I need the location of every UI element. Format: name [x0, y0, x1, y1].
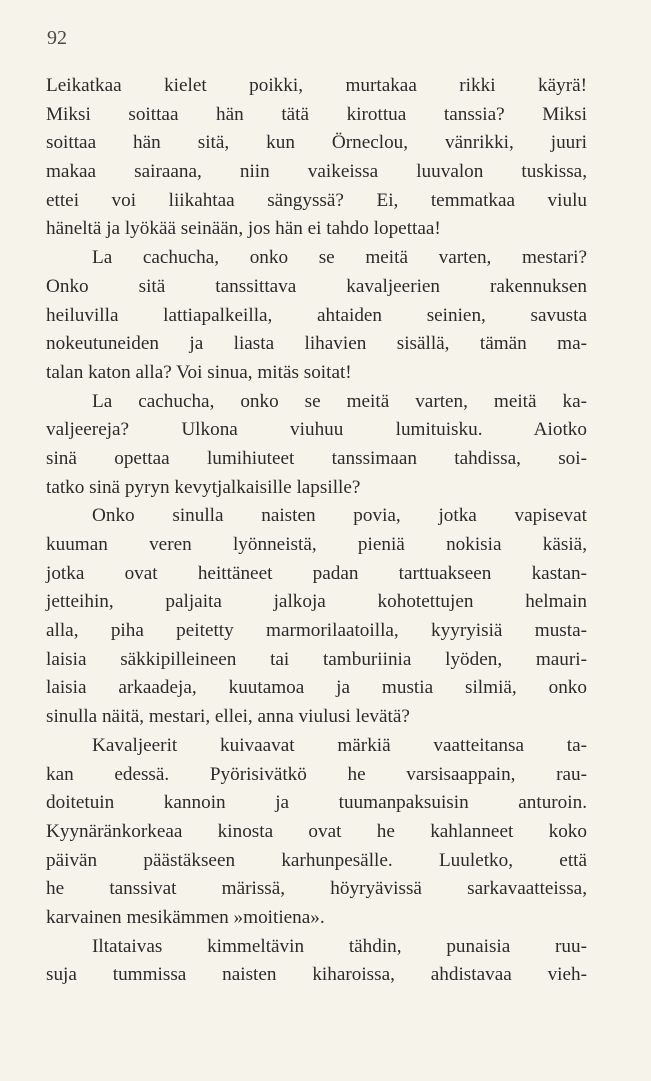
text-line: kuuman veren lyönneistä, pieniä nokisia käsiä, [46, 534, 587, 555]
text-line: alla, piha peitetty marmorilaatoilla, kyyryisiä musta- [46, 620, 587, 642]
text-line: tatko sinä pyryn kevytjalkaisille lapsille? [46, 476, 361, 498]
text-line: heiluvilla lattiapalkeilla, ahtaiden seinien, savusta [46, 304, 587, 326]
text-line: soittaa hän sitä, kun Örneclou, vänrikki, juuri [46, 132, 587, 154]
text-line: kan edessä. Pyörisivätkö he varsisaappain, rau- [46, 763, 587, 785]
text-line: suja tummissa naisten kiharoissa, ahdistavaa vieh- [46, 964, 587, 986]
text-line: ettei voi liikahtaa sängyssä? Ei, temmatkaa viulu [46, 189, 587, 211]
text-line: päivän päästäkseen karhunpesälle. Luuletko, että [46, 849, 587, 871]
text-line: doitetuin kannoin ja tuumanpaksuisin anturoin. [46, 792, 587, 814]
text-line: Kavaljeerit kuivaavat märkiä vaatteitansa ta- [92, 734, 587, 756]
text-line: Leikatkaa kielet poikki, murtakaa rikki käyrä! [46, 75, 587, 96]
text-line: Kyynäränkorkeaa kinosta ovat he kahlanneet koko [46, 820, 587, 842]
text-line: Onko sitä tanssittava kavaljeerien rakennuksen [46, 275, 587, 297]
text-line: talan katon alla? Voi sinua, mitäs soitat! [46, 361, 352, 383]
text-line: jotka ovat heittäneet padan tarttuakseen kastan- [46, 562, 587, 584]
text-line: makaa sairaana, niin vaikeissa luuvalon tuskissa, [46, 161, 587, 183]
text-line: häneltä ja lyökää seinään, jos hän ei tahdo lopettaa! [46, 218, 441, 240]
text-line: valjeereja? Ulkona viuhuu lumituisku. Aiotko [46, 419, 587, 441]
text-line: Iltataivas kimmeltävin tähdin, punaisia ruu- [92, 935, 587, 957]
text-line: sinulla näitä, mestari, ellei, anna viulusi levätä? [46, 706, 410, 728]
text-line: sinä opettaa lumihiuteet tanssimaan tahdissa, soi- [46, 447, 587, 469]
text-line: Onko sinulla naisten povia, jotka vapisevat [92, 505, 587, 527]
text-line: laisia arkaadeja, kuutamoa ja mustia silmiä, onko [46, 677, 587, 699]
text-line: nokeutuneiden ja liasta lihavien sisällä, tämän ma- [46, 333, 587, 355]
page-number: 92 [47, 27, 67, 49]
text-line: jetteihin, paljaita jalkoja kohotettujen helmain [46, 591, 587, 613]
text-line: karvainen mesikämmen »moitiena». [46, 906, 325, 928]
text-line: he tanssivat märissä, höyryävissä sarkavaatteissa, [46, 878, 587, 900]
text-line: La cachucha, onko se meitä varten, mestari? [92, 247, 587, 269]
text-line: La cachucha, onko se meitä varten, meitä ka- [92, 390, 587, 412]
body-text [46, 72, 587, 990]
text-line: laisia säkkipilleineen tai tamburiinia lyöden, mauri- [46, 648, 587, 670]
text-line: Miksi soittaa hän tätä kirottua tanssia? Miksi [46, 103, 587, 125]
